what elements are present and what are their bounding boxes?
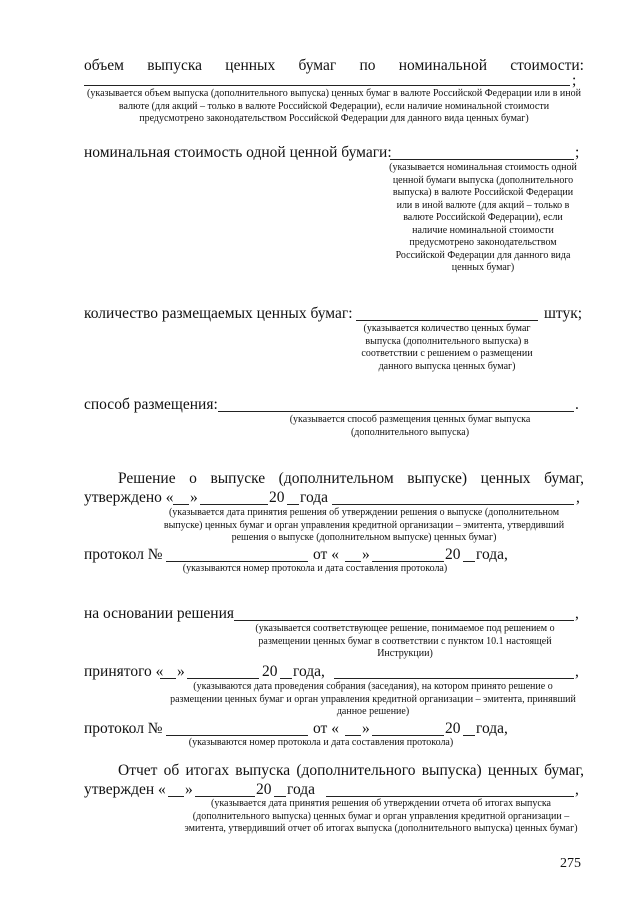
volume-note: (указывается объем выпуска (дополнительного выпуска) ценных бумаг в валюте Российской Федерации или в иной валюте (для акций – только в валюте Российской Федерации), если наличие номинальной стоимости предусмотрено законодательством Российской Федерации для данного вида ценных бумаг) xyxy=(87,88,581,124)
basis-protocol-year-line[interactable] xyxy=(463,735,475,736)
decision-year-line[interactable] xyxy=(287,504,299,505)
word: выпуска xyxy=(235,762,291,779)
word: ценных xyxy=(487,762,538,779)
decision-end: , xyxy=(576,489,580,506)
decision-protocol-year-line[interactable] xyxy=(463,561,475,562)
nominal-note: (указывается номинальная стоимость одной ценной бумаги выпуска (дополнительного выпуска) в валюте Российской Федерации или в иной валюте (для акций – только в валюте Российской Федерации), если наличие номинальной стоимости предусмотрено законодательством Российской Федерации для данного вида ценных бумаг) xyxy=(389,162,577,273)
decision-organ-line[interactable] xyxy=(332,504,574,505)
quantity-fill-line[interactable] xyxy=(356,320,538,321)
decision-protocol-year-prefix: 20 xyxy=(445,546,461,563)
basis-label: на основании решения xyxy=(84,605,235,622)
word: ценных xyxy=(225,57,276,74)
basis-end2: , xyxy=(575,663,579,680)
method-note: (указывается способ размещения ценных бумаг выпуска (дополнительного выпуска) xyxy=(289,414,531,438)
basis-protocol-note: (указываются номер протокола и дата составления протокола) xyxy=(188,737,454,748)
report-quote-close: » xyxy=(185,781,193,798)
page-number: 275 xyxy=(560,856,581,871)
basis-protocol-year-word: года, xyxy=(476,720,508,737)
basis-protocol-month-line[interactable] xyxy=(372,735,444,736)
decision-protocol-label: протокол № xyxy=(84,546,163,563)
basis-protocol-number-line[interactable] xyxy=(166,735,308,736)
volume-heading xyxy=(84,57,584,74)
quantity-unit: штук; xyxy=(544,305,583,322)
word: бумаг, xyxy=(544,762,584,779)
decision-protocol-month-line[interactable] xyxy=(372,561,444,562)
word: объем xyxy=(84,57,124,74)
report-year-word: года xyxy=(287,781,316,798)
quantity-label: количество размещаемых ценных бумаг: xyxy=(84,305,353,322)
basis-fill-line[interactable] xyxy=(234,620,574,621)
word: Решение xyxy=(118,470,176,487)
word: Отчет xyxy=(118,762,158,779)
report-approved-label: утвержден « xyxy=(84,781,166,798)
report-organ-line[interactable] xyxy=(326,796,574,797)
report-day-line[interactable] xyxy=(168,796,184,797)
word: (дополнительном xyxy=(278,470,394,487)
report-end: , xyxy=(575,781,579,798)
word: выпуска xyxy=(147,57,203,74)
report-year-prefix: 20 xyxy=(256,781,272,798)
decision-protocol-number-line[interactable] xyxy=(166,561,308,562)
nominal-fill-line[interactable] xyxy=(390,159,574,160)
report-year-line[interactable] xyxy=(274,796,286,797)
decision-protocol-day-line[interactable] xyxy=(345,561,361,562)
decision-approved-label: утверждено « xyxy=(84,489,174,506)
decision-heading xyxy=(118,470,584,487)
decision-month-line[interactable] xyxy=(200,504,268,505)
basis-protocol-year-prefix: 20 xyxy=(445,720,461,737)
word: итогах xyxy=(185,762,230,779)
word: по xyxy=(359,57,376,74)
word: стоимости: xyxy=(510,57,584,74)
word: о xyxy=(189,470,197,487)
decision-day-line[interactable] xyxy=(173,504,189,505)
volume-fill-line[interactable] xyxy=(84,85,570,86)
basis-protocol-label: протокол № xyxy=(84,720,163,737)
nominal-end: ; xyxy=(575,144,580,161)
decision-protocol-from: от « xyxy=(313,546,339,563)
decision-year-prefix: 20 xyxy=(269,489,285,506)
basis-end: , xyxy=(575,605,579,622)
word: об xyxy=(163,762,180,779)
word: выпуске xyxy=(210,470,266,487)
basis-accepted-label: принятого « xyxy=(84,663,164,680)
word: ценных xyxy=(480,470,531,487)
method-end: . xyxy=(575,396,579,413)
decision-protocol-note: (указываются номер протокола и дата составления протокола) xyxy=(182,563,448,574)
method-label: способ размещения: xyxy=(84,396,218,413)
basis-quote-close: » xyxy=(177,663,185,680)
nominal-label: номинальная стоимость одной ценной бумаги: xyxy=(84,144,392,161)
basis-month-line[interactable] xyxy=(187,678,259,679)
word: бумаг xyxy=(298,57,337,74)
word: выпуска) xyxy=(421,762,482,779)
word: бумаг, xyxy=(544,470,584,487)
basis-protocol-quote-close: » xyxy=(362,720,370,737)
basis-protocol-day-line[interactable] xyxy=(345,735,361,736)
word: (дополнительного xyxy=(296,762,416,779)
report-heading xyxy=(118,762,584,779)
word: номинальной xyxy=(398,57,488,74)
basis-year-prefix: 20 xyxy=(262,663,278,680)
report-note: (указывается дата принятия решения об утверждении отчета об итогах выпуска (дополнительного выпуска) ценных бумаг и орган управления кредитной организации – эмитента, утвердивший отчет об итогах выпуска (дополнительного выпуска) ценных бумаг) xyxy=(184,798,578,834)
decision-quote-close: » xyxy=(190,489,198,506)
decision-protocol-quote-close: » xyxy=(362,546,370,563)
quantity-note: (указывается количество ценных бумаг выпуска (дополнительного выпуска) в соответствии с решением о размещении данного выпуска ценных бумаг) xyxy=(361,323,533,372)
basis-protocol-from: от « xyxy=(313,720,339,737)
basis-year-line[interactable] xyxy=(280,678,292,679)
basis-year-word: года, xyxy=(293,663,325,680)
basis-day-line[interactable] xyxy=(160,678,176,679)
volume-end: ; xyxy=(572,72,577,89)
basis-organ-line[interactable] xyxy=(334,678,574,679)
method-fill-line[interactable] xyxy=(218,411,574,412)
word: выпуске) xyxy=(407,470,468,487)
decision-note: (указывается дата принятия решения об утверждении решения о выпуске (дополнительном выпуске) ценных бумаг и орган управления кредитной организации – эмитента, утвердивший решения о выпуске (дополнительном выпуске) ценных бумаг) xyxy=(163,507,565,543)
decision-protocol-year-word: года, xyxy=(476,546,508,563)
decision-year-word: года xyxy=(300,489,329,506)
basis-note2: (указываются дата проведения собрания (заседания), на котором принято решение о размещении ценных бумаг и орган управления кредитной организации – эмитента, принявший данное решение) xyxy=(170,681,576,717)
basis-note: (указывается соответствующее решение, понимаемое под решением о размещении ценных бумаг в соответствии с пунктом 10.1 настоящей Инструкции) xyxy=(255,623,555,659)
report-month-line[interactable] xyxy=(195,796,255,797)
